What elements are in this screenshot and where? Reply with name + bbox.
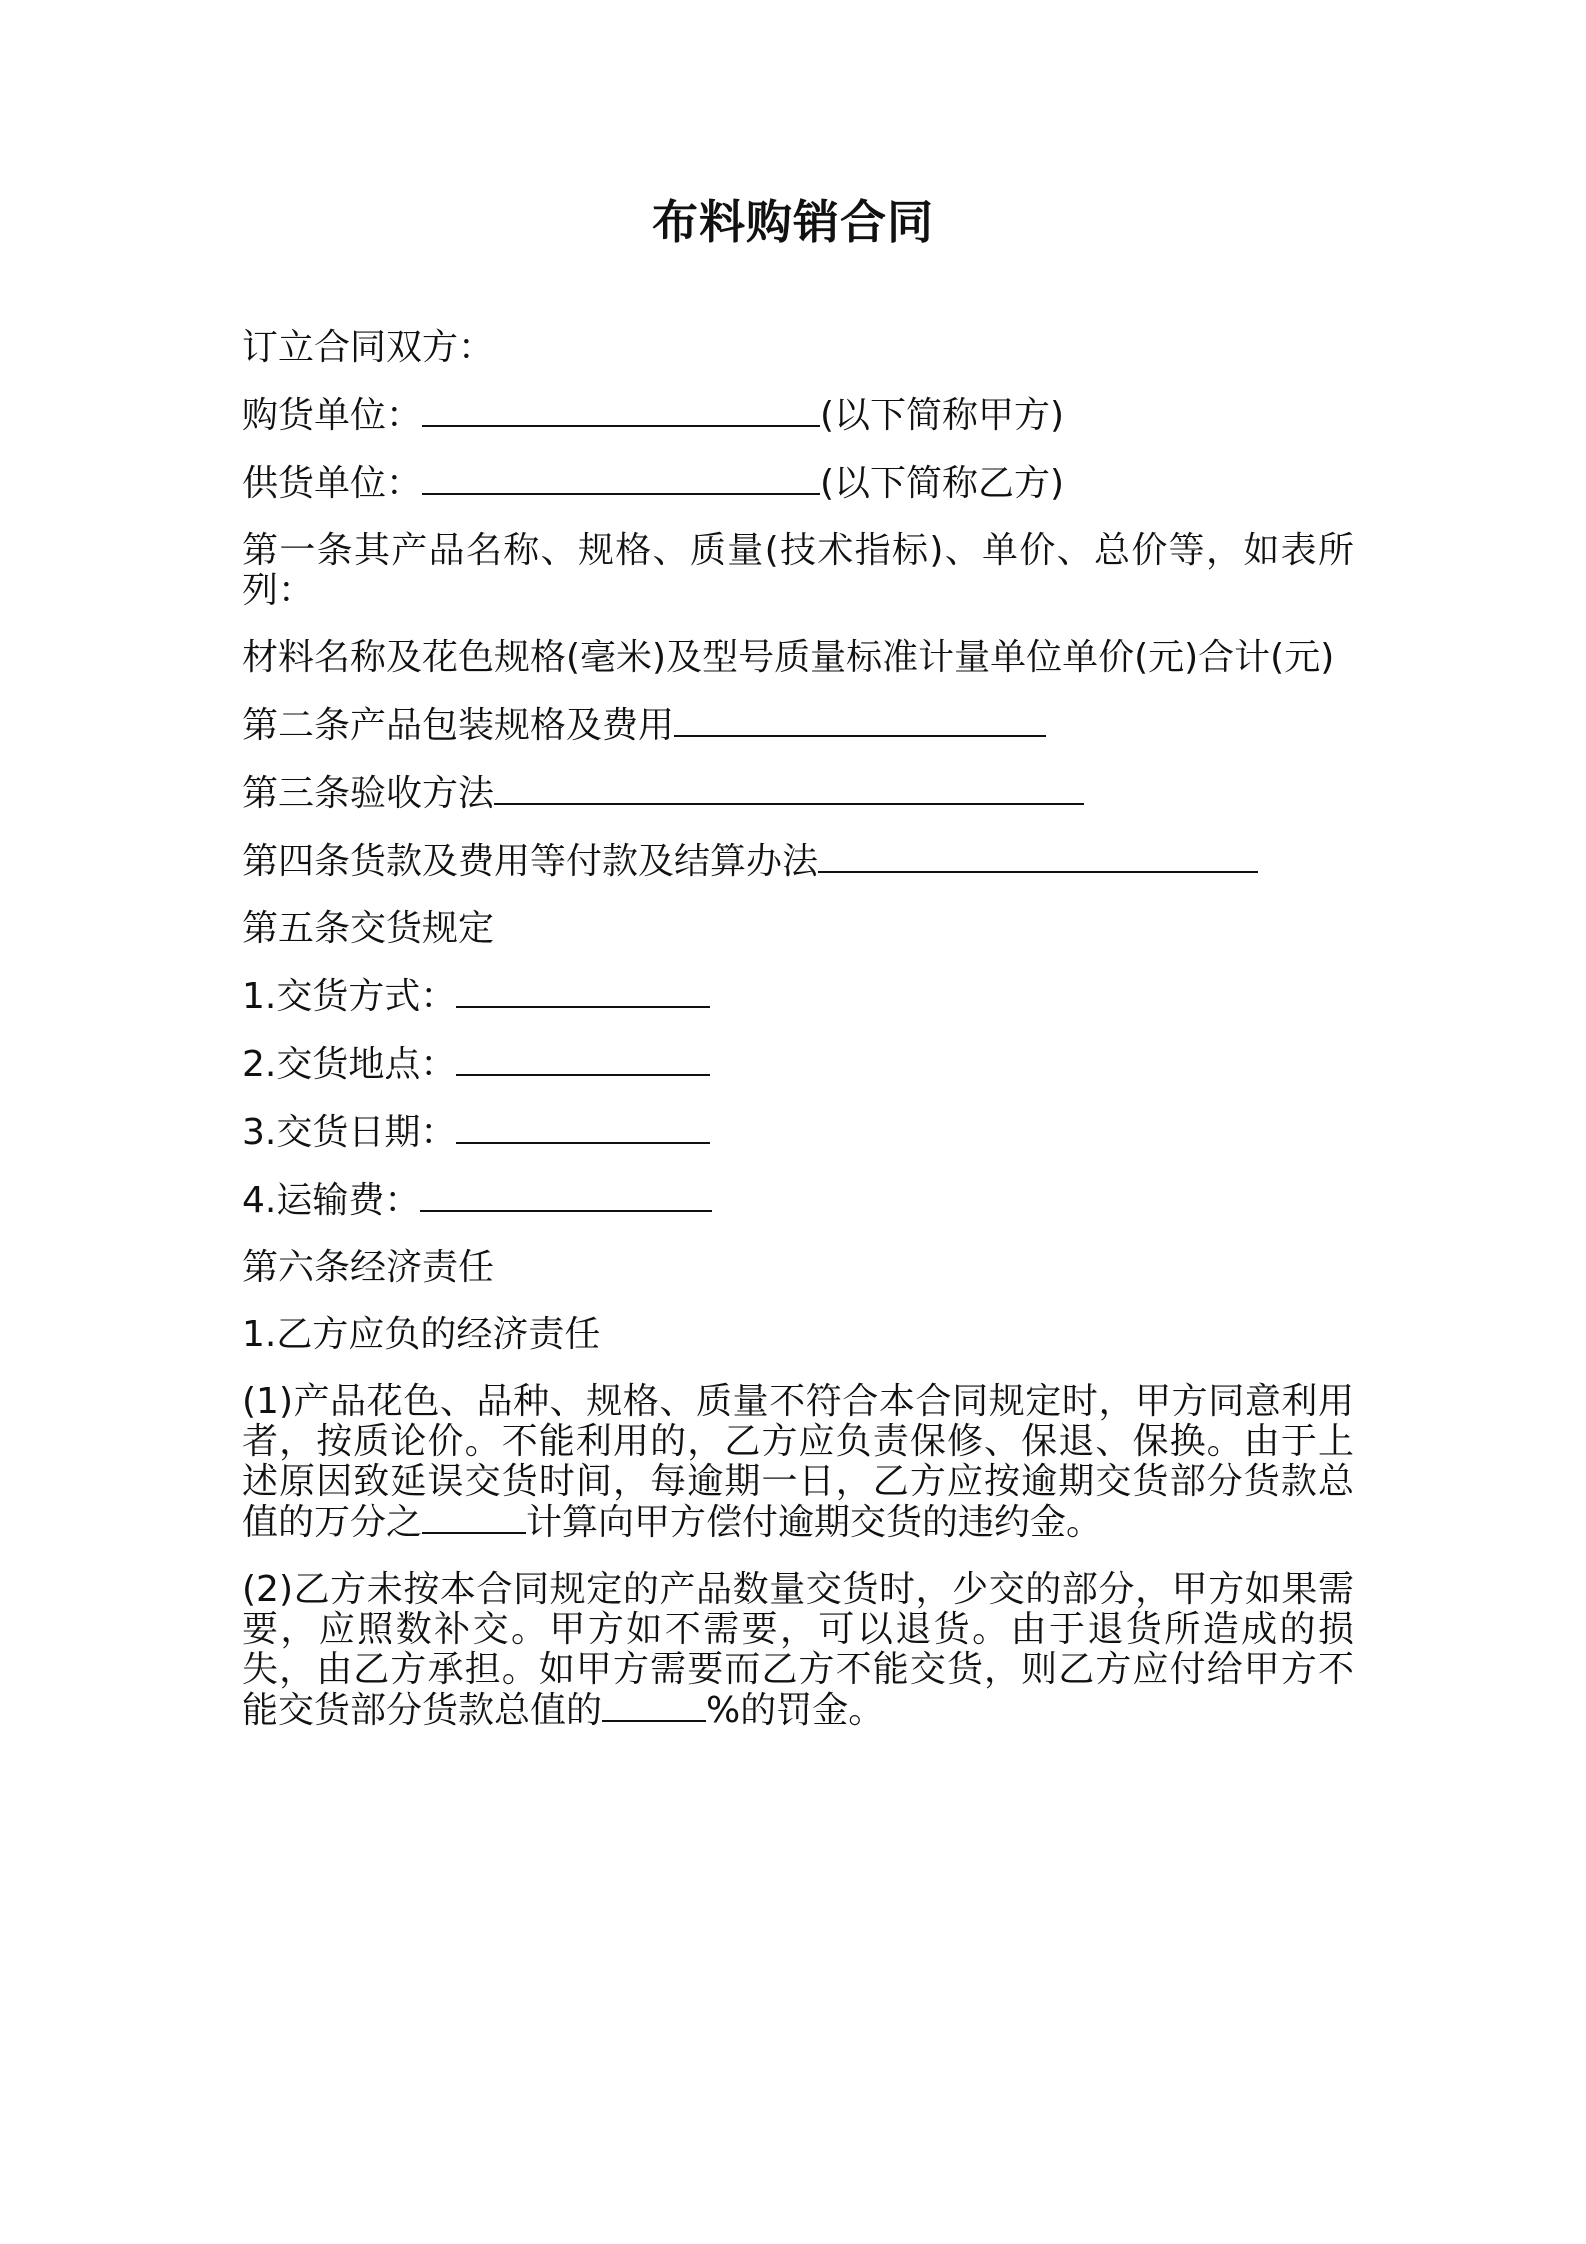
buyer-line (242, 395, 1354, 436)
delivery-date-blank[interactable] (456, 1112, 710, 1144)
contract-title: 布料购销合同 (652, 195, 934, 249)
clause-2-text: (2)乙方未按本合同规定的产品数量交货时，少交的部分，甲方如果需要，应照数补交。甲方如不需要，可以退货。由于退货所造成的损失，由乙方承担。如甲方需要而乙方不能交货，则乙方应付给甲方不能交货部分货款总值的 (242, 1569, 1354, 1731)
inspection-blank[interactable] (494, 773, 1084, 805)
delivery-method-label: 1.交货方式： (242, 976, 457, 1017)
article-6: 第六条经济责任 (242, 1247, 495, 1288)
article-5: 第五条交货规定 (242, 908, 495, 949)
clause-2-text-end: %的罚金。 (706, 1690, 885, 1731)
clause-1 (242, 1382, 1354, 1543)
delivery-method-blank[interactable] (456, 976, 710, 1008)
transport-fee-line (242, 1180, 1354, 1221)
article-1: 第一条其产品名称、规格、质量(技术指标)、单价、总价等，如表所列： (242, 530, 1354, 611)
clause-2 (242, 1570, 1354, 1731)
fine-percent-blank[interactable] (602, 1690, 706, 1722)
transport-fee-label: 4.运输费： (242, 1180, 421, 1221)
article-2-label: 第二条产品包装规格及费用 (242, 705, 675, 746)
buyer-blank[interactable] (422, 395, 820, 427)
contract-body (242, 328, 1354, 1758)
delivery-place-label: 2.交货地点： (242, 1044, 457, 1085)
clause-1-text-end: 计算向甲方偿付逾期交货的违约金。 (526, 1502, 1103, 1543)
article-4-line (242, 841, 1354, 882)
buyer-suffix: (以下简称甲方) (820, 395, 1065, 436)
delivery-date-label: 3.交货日期： (242, 1112, 457, 1153)
seller-liability-heading: 1.乙方应负的经济责任 (242, 1314, 601, 1355)
transport-fee-blank[interactable] (420, 1180, 712, 1212)
article-3-line (242, 773, 1354, 814)
article-3-label: 第三条验收方法 (242, 773, 495, 814)
seller-blank[interactable] (422, 463, 820, 495)
packaging-blank[interactable] (674, 705, 1046, 737)
seller-line (242, 463, 1354, 504)
parties-heading: 订立合同双方： (242, 327, 495, 368)
delivery-place-blank[interactable] (456, 1044, 710, 1076)
article-4-label: 第四条货款及费用等付款及结算办法 (242, 841, 819, 882)
buyer-label: 购货单位： (242, 395, 423, 436)
delivery-date-line (242, 1112, 1354, 1153)
seller-suffix: (以下简称乙方) (820, 463, 1065, 504)
delivery-method-line (242, 976, 1354, 1017)
payment-blank[interactable] (818, 841, 1258, 873)
seller-label: 供货单位： (242, 463, 423, 504)
penalty-rate-blank[interactable] (422, 1502, 526, 1534)
article-2-line (242, 705, 1354, 746)
table-header: 材料名称及花色规格(毫米)及型号质量标准计量单位单价(元)合计(元) (242, 637, 1335, 678)
delivery-place-line (242, 1044, 1354, 1085)
clause-1-text: (1)产品花色、品种、规格、质量不符合本合同规定时，甲方同意利用者，按质论价。不能利用的，乙方应负责保修、保退、保换。由于上述原因致延误交货时间，每逾期一日，乙方应按逾期交货部分货款总值的万分之 (242, 1381, 1354, 1543)
